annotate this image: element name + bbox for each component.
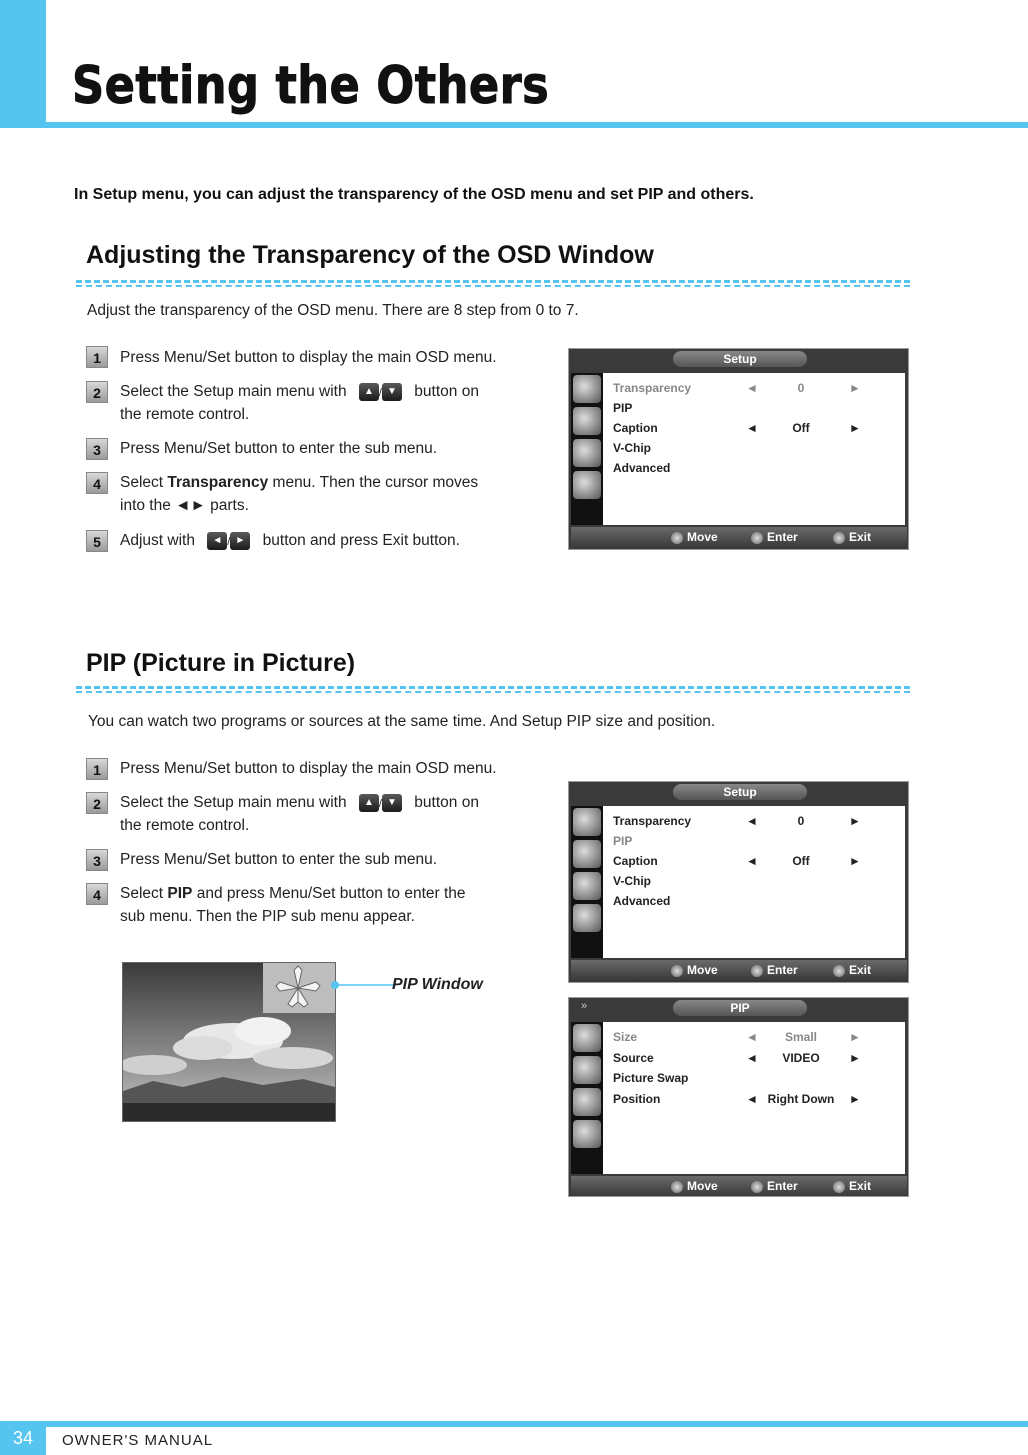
step-text-bold: PIP [167,885,193,902]
vol-minus-button-icon: ◄ [207,532,227,550]
osd-setup-window [568,781,909,983]
osd-tab: PIP [673,1000,807,1016]
osd-arrow-right: ► [849,1030,861,1044]
osd-row-label: PIP [613,401,633,415]
double-chevron-icon: » [581,1000,588,1012]
step-number: 5 [86,530,108,552]
osd-arrow-left: ◄ [746,1051,758,1065]
footer-bar [46,1421,1028,1427]
osd-row-value: 0 [797,814,805,828]
osd-pip-window [568,997,909,1197]
osd-sidebar [571,1022,603,1174]
up-button-icon: ▲ [359,383,379,401]
pip-window-label: PIP Window [392,976,483,993]
picture-icon [573,808,601,836]
osd-footer-enter [751,963,798,977]
osd-footer-enter-label: Enter [767,1179,798,1193]
step-text [120,791,479,816]
osd-row-label: Caption [613,421,658,435]
step-text-b: menu. Then the cursor moves [272,474,479,491]
step-text-c: the remote control. [120,817,250,834]
osd-row-label: Transparency [613,381,692,395]
step-text: Press Menu/Set button to display the main OSD menu. [120,760,497,777]
osd-tab: Setup [673,351,807,367]
step-number: 1 [86,346,108,368]
step-text-b: and press Menu/Set button to enter the [196,885,466,902]
step-text-a: Select the Setup main menu with [120,794,347,811]
tools-icon [573,872,601,900]
move-icon [671,532,683,544]
step-text [120,882,466,905]
step-text-a: Select the Setup main menu with [120,383,347,400]
clock-icon [573,904,601,932]
osd-row-label: Advanced [613,894,671,908]
osd-footer-enter [751,530,798,544]
step-text-a: Adjust with [120,532,195,549]
osd-arrow-right: ► [849,381,861,395]
osd-row-value: Off [792,854,810,868]
enter-icon [751,965,763,977]
slash-separator: / [227,536,231,548]
osd-row-value: 0 [797,381,805,395]
osd-footer-exit-label: Exit [849,963,872,977]
osd-row-label: PIP [613,834,633,848]
exit-icon [833,965,845,977]
osd-row-label: V-Chip [613,874,651,888]
osd-arrow-right: ► [849,854,861,868]
osd-footer-move [671,530,718,544]
step-text-b: button on [414,383,479,400]
step-text-bold: Transparency [167,474,269,491]
osd-row-value: Small [784,1030,817,1044]
osd-arrow-left: ◄ [746,1092,758,1106]
section2-divider [76,686,910,689]
osd-row-value: Off [792,421,810,435]
osd-row-label: Picture Swap [613,1071,689,1085]
osd-arrow-right: ► [849,1092,861,1106]
enter-icon [751,532,763,544]
osd-footer-enter-label: Enter [767,530,798,544]
step-text-c: into the ◄► parts. [120,497,249,514]
osd-row-label: Size [613,1030,638,1044]
osd-arrow-left: ◄ [746,814,758,828]
section1-title: Adjusting the Transparency of the OSD Window [86,241,654,269]
page-number: 34 [0,1421,46,1455]
sound-icon [573,840,601,868]
intro-text: In Setup menu, you can adjust the transparency of the OSD menu and set PIP and others. [74,186,754,203]
step-number: 3 [86,849,108,871]
osd-arrow-right: ► [849,1051,861,1065]
osd-sidebar [571,373,603,525]
footer-text: OWNER'S MANUAL [62,1432,214,1449]
step-number: 3 [86,438,108,460]
move-icon [671,965,683,977]
osd-panel [603,1022,905,1174]
step-text [120,380,479,405]
section2-title: PIP (Picture in Picture) [86,649,356,677]
pip-callout-line [330,980,394,990]
osd-footer-exit [833,530,871,544]
down-button-icon: ▼ [382,794,402,812]
osd-row-label: V-Chip [613,441,651,455]
osd-arrow-left: ◄ [746,381,758,395]
down-button-icon: ▼ [382,383,402,401]
osd-footer-move-label: Move [687,530,718,544]
page-title: Setting the Others [72,56,550,116]
section2-divider-2 [76,691,910,693]
osd-footer-enter [751,1179,798,1193]
tv-screen-image [122,962,336,1122]
osd-row-label: Source [613,1051,654,1065]
section1-divider-2 [76,285,910,287]
step-text-b: button and press Exit button. [262,532,460,549]
osd-footer [571,527,907,547]
osd-row-label: Transparency [613,814,692,828]
osd-row-value: VIDEO [782,1051,820,1065]
step-number: 4 [86,472,108,494]
osd-row-label: Caption [613,854,658,868]
step-text: Press Menu/Set button to enter the sub menu. [120,851,438,868]
step-number: 2 [86,792,108,814]
section2-desc: You can watch two programs or sources at the same time. And Setup PIP size and position. [88,713,716,730]
tv-screen-illustration [123,963,335,1121]
step-text [120,471,478,494]
osd-footer-exit [833,1179,871,1193]
osd-footer-exit-label: Exit [849,1179,872,1193]
osd-footer [571,1176,907,1196]
step-number: 4 [86,883,108,905]
osd-footer-enter-label: Enter [767,963,798,977]
osd-tab: Setup [673,784,807,800]
picture-icon [573,375,601,403]
osd-footer [571,960,907,980]
osd-arrow-right: ► [849,421,861,435]
step-text-a: Select [120,885,164,902]
sound-icon [573,407,601,435]
osd-row-label: Advanced [613,461,671,475]
osd-panel [603,373,905,525]
vol-plus-button-icon: ► [230,532,250,550]
move-icon [671,1181,683,1193]
step-text: Press Menu/Set button to display the main OSD menu. [120,349,497,366]
header-underline [46,122,1028,128]
slash-separator: / [378,798,382,810]
step-number: 1 [86,758,108,780]
osd-footer-move [671,963,718,977]
tools-icon [573,1088,601,1116]
sound-icon [573,1056,601,1084]
osd-panel [603,806,905,958]
enter-icon [751,1181,763,1193]
osd-footer-exit-label: Exit [849,530,872,544]
up-button-icon: ▲ [359,794,379,812]
osd-arrow-left: ◄ [746,854,758,868]
section1-desc: Adjust the transparency of the OSD menu. There are 8 step from 0 to 7. [87,302,579,319]
step-number: 2 [86,381,108,403]
step-text-c: the remote control. [120,406,250,423]
picture-icon [573,1024,601,1052]
step-text-c: sub menu. Then the PIP sub menu appear. [120,908,415,925]
osd-footer-exit [833,963,871,977]
step-text-b: button on [414,794,479,811]
step-text: Press Menu/Set button to enter the sub menu. [120,440,438,457]
slash-separator: / [378,387,382,399]
osd-arrow-right: ► [849,814,861,828]
exit-icon [833,532,845,544]
osd-footer-move [671,1179,718,1193]
osd-setup-window [568,348,909,550]
osd-row-value: Right Down [767,1092,835,1106]
clock-icon [573,471,601,499]
osd-arrow-left: ◄ [746,1030,758,1044]
exit-icon [833,1181,845,1193]
osd-sidebar [571,806,603,958]
step-text-a: Select [120,474,164,491]
clock-icon [573,1120,601,1148]
osd-arrow-left: ◄ [746,421,758,435]
step-text [120,529,460,554]
osd-row-label: Position [613,1092,661,1106]
section1-divider [76,280,910,283]
header-accent-tab [0,0,46,128]
tools-icon [573,439,601,467]
osd-footer-move-label: Move [687,963,718,977]
osd-footer-move-label: Move [687,1179,718,1193]
